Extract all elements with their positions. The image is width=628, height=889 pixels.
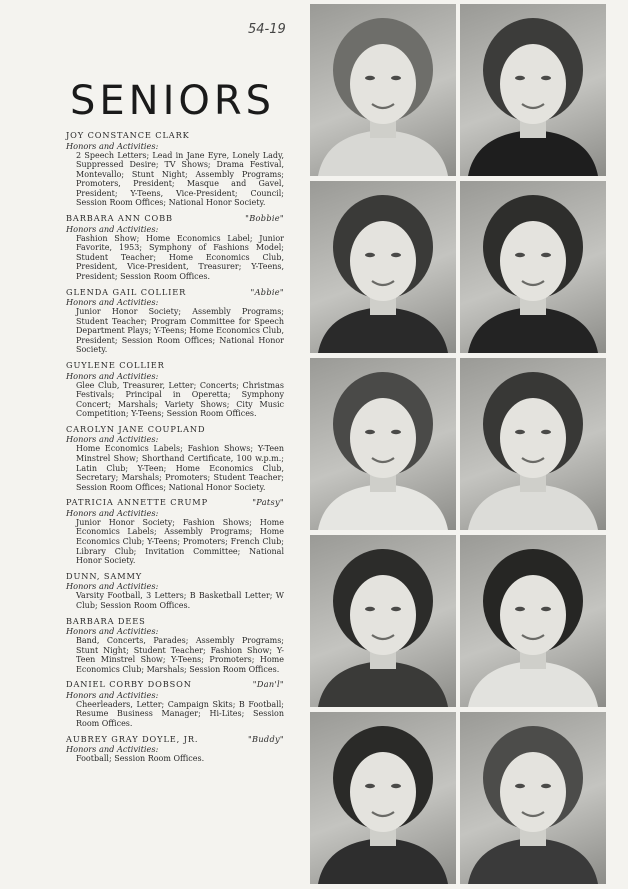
senior-name: GLENDA GAIL COLLIER <box>66 286 187 297</box>
portrait-face <box>500 44 566 124</box>
senior-entry <box>66 213 284 281</box>
honors-label: Honors and Activities: <box>66 370 159 381</box>
senior-activities: Band, Concerts, Parades; Assembly Programs; Stunt Night; Student Teacher; Fashion Show; Y-Teen Minstrel Show; Y-Teens; Promoters; Home Economics Club; Marshals; Session Room Offices. <box>76 636 284 674</box>
portrait-face <box>350 44 416 124</box>
senior-entry <box>66 287 284 355</box>
senior-portrait <box>460 535 606 707</box>
senior-portrait <box>310 4 456 176</box>
senior-portrait <box>460 712 606 884</box>
senior-nickname: "Buddy" <box>247 733 284 744</box>
senior-portrait <box>310 181 456 353</box>
senior-portrait <box>310 358 456 530</box>
honors-label: Honors and Activities: <box>66 581 159 592</box>
senior-name: PATRICIA ANNETTE CRUMP <box>66 497 208 508</box>
senior-portrait <box>460 358 606 530</box>
senior-activities: Cheerleaders, Letter; Campaign Skits; B Football; Resume Business Manager; Hi-Lites; Session Room Offices. <box>76 699 284 729</box>
senior-activities: 2 Speech Letters; Lead in Jane Eyre, Lonely Lady, Suppressed Desire; TV Shows; Drama Festival, Montevallo; Stunt Night; Assembly Programs; Promoters, President; Masque and Gavel, President; Y-Teens, Vice-President; Council; Session Room Offices; National Honor Society. <box>76 150 284 208</box>
honors-label: Honors and Activities: <box>66 223 159 234</box>
senior-portrait <box>310 712 456 884</box>
senior-name: CAROLYN JANE COUPLAND <box>66 423 206 434</box>
senior-activities: Football; Session Room Offices. <box>76 754 205 764</box>
senior-nickname: "Bobbie" <box>245 213 284 224</box>
senior-portrait <box>310 535 456 707</box>
page-title: SENIORS <box>70 78 276 124</box>
portrait-face <box>500 221 566 301</box>
portrait-face <box>500 398 566 478</box>
senior-activities: Junior Honor Society; Assembly Programs; Student Teacher; Program Committee for Speech Department Plays; Y-Teens; Home Economics Club, President; Session Room Offices; National Honor Society. <box>76 307 284 355</box>
portrait-face <box>350 221 416 301</box>
honors-label: Honors and Activities: <box>66 689 159 700</box>
senior-nickname: "Patsy" <box>252 497 284 508</box>
honors-label: Honors and Activities: <box>66 140 159 151</box>
senior-entry <box>66 130 284 208</box>
senior-entry <box>66 424 284 492</box>
page-number: 54-19 <box>248 22 286 37</box>
portrait-face <box>500 575 566 655</box>
senior-nickname: "Dan'l" <box>252 679 284 690</box>
portrait-face <box>350 575 416 655</box>
honors-label: Honors and Activities: <box>66 297 159 308</box>
senior-name: DANIEL CORBY DOBSON <box>66 679 192 690</box>
senior-entry <box>66 679 284 728</box>
honors-label: Honors and Activities: <box>66 507 159 518</box>
senior-activities: Glee Club, Treasurer, Letter; Concerts; Christmas Festivals; Principal in Operetta; Symphony Concert; Marshals; Variety Shows; City Music Competition; Y-Teens; Session Room Offices. <box>76 380 284 419</box>
senior-portrait <box>460 181 606 353</box>
portrait-face <box>350 398 416 478</box>
honors-label: Honors and Activities: <box>66 434 159 445</box>
senior-nickname: "Abbie" <box>250 286 284 297</box>
senior-activities: Fashion Show; Home Economics Label; Junior Favorite, 1953; Symphony of Fashions Model; Student Teacher; Home Economics Club, President, Vice-President, Treasurer; Y-Teens, President; Session Room Offices. <box>76 233 284 281</box>
portrait-grid <box>310 4 606 884</box>
senior-entry <box>66 360 284 419</box>
senior-name: BARBARA DEES <box>66 615 146 626</box>
senior-entry <box>66 616 284 675</box>
senior-entries <box>66 130 284 769</box>
senior-name: BARBARA ANN COBB <box>66 213 173 224</box>
senior-portrait <box>460 4 606 176</box>
senior-entry <box>66 497 284 565</box>
senior-activities: Junior Honor Society; Fashion Shows; Home Economics Labels; Assembly Programs; Home Economics Club; Y-Teens; Promoters; French Club; Library Club; Invitation Committee; National Honor Society. <box>76 517 284 566</box>
senior-name: DUNN, SAMMY <box>66 570 143 581</box>
honors-label: Honors and Activities: <box>66 626 159 636</box>
senior-name: AUBREY GRAY DOYLE, JR. <box>66 733 199 744</box>
senior-entry <box>66 571 284 611</box>
portrait-face <box>350 752 416 832</box>
senior-activities: Home Economics Labels; Fashion Shows; Y-Teen Minstrel Show; Shorthand Certificate, 100 w.p.m.; Latin Club; Y-Teen; Home Economics Club, Secretary; Marshals; Promoters; Student Teacher; Session Room Offices; National Honor Society. <box>76 444 284 492</box>
senior-activities: Varsity Football, 3 Letters; B Basketball Letter; W Club; Session Room Offices. <box>76 591 284 610</box>
senior-name: GUYLENE COLLIER <box>66 360 165 370</box>
portrait-face <box>500 752 566 832</box>
senior-entry <box>66 734 284 764</box>
honors-label: Honors and Activities: <box>66 744 159 755</box>
senior-name: JOY CONSTANCE CLARK <box>66 130 190 140</box>
